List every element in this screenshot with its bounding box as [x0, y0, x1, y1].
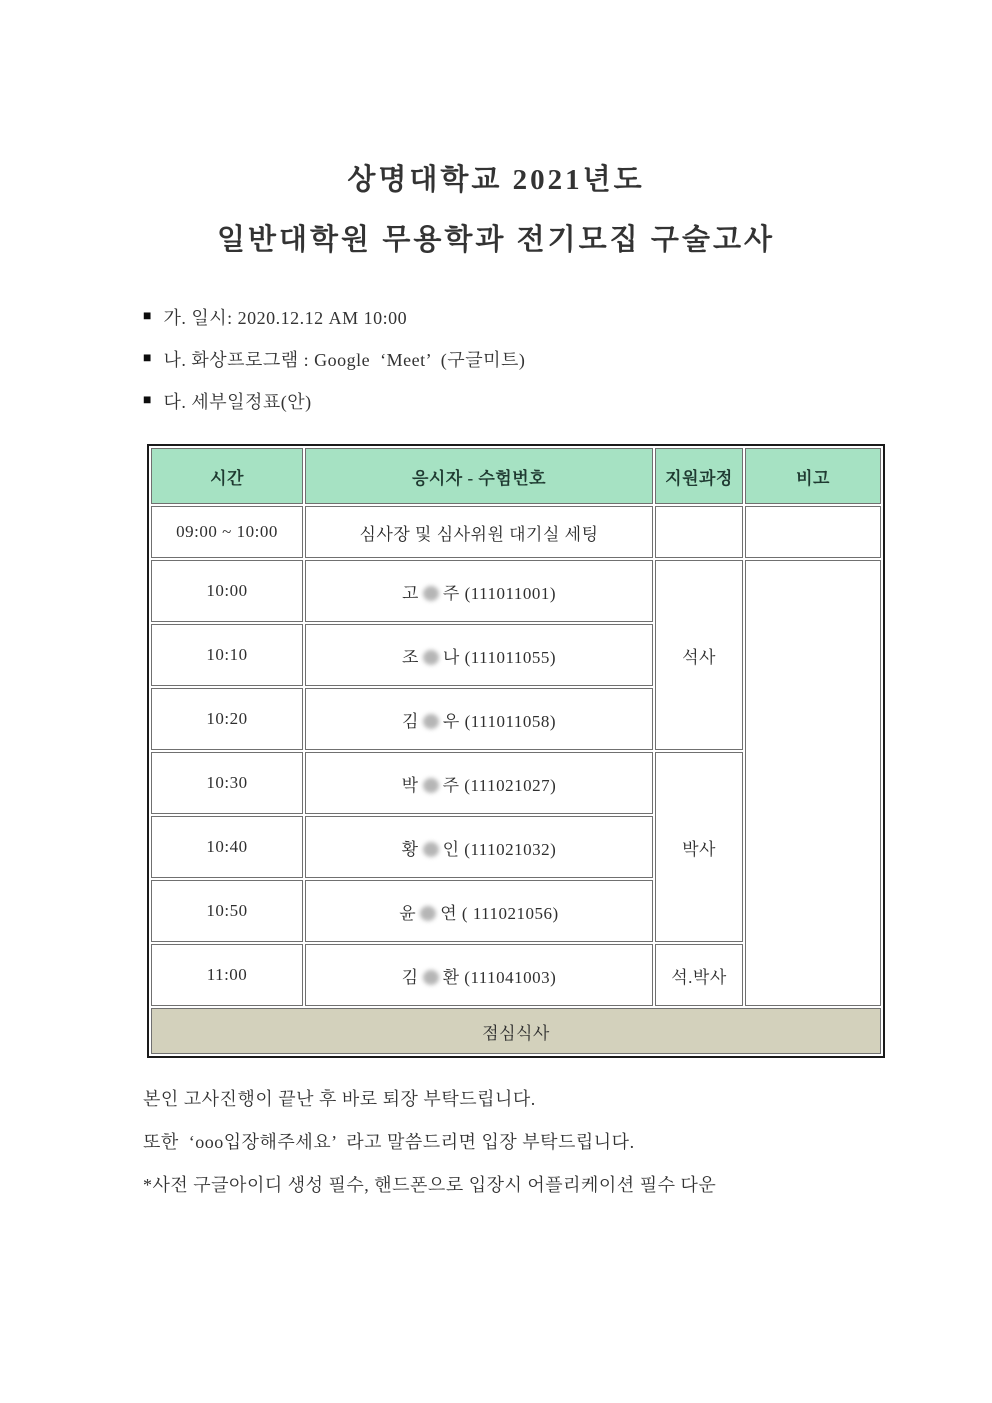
- examinee-cell: [305, 944, 653, 1006]
- examinee-number: (111021032): [464, 839, 557, 859]
- redacted-character: [423, 842, 439, 857]
- examinee-name-prefix: 김: [401, 711, 419, 731]
- setup-description-cell: 심사장 및 심사위원 대기실 세팅: [305, 506, 653, 558]
- examinee-name-suffix: 우: [442, 711, 460, 731]
- table-row-lunch: [151, 1008, 881, 1054]
- examinee-number: (111041003): [464, 967, 557, 987]
- bullet-item-schedule: [143, 380, 525, 422]
- examinee-cell: [305, 816, 653, 878]
- bullet-item-date: [143, 296, 525, 338]
- examinee-number: (111011055): [464, 647, 557, 667]
- examinee-name-prefix: 황: [401, 839, 419, 859]
- examinee-cell: [305, 560, 653, 622]
- table-header-row: [151, 448, 881, 504]
- examinee-name-suffix: 연: [440, 903, 458, 923]
- header-time: 시간: [151, 448, 303, 504]
- redacted-character: [423, 778, 439, 793]
- examinee-cell: [305, 688, 653, 750]
- footer-notes: [143, 1076, 716, 1205]
- redacted-character: [423, 970, 439, 985]
- schedule-table: [147, 444, 885, 1058]
- square-bullet-icon: ■: [143, 309, 152, 324]
- time-cell: 09:00 ~ 10:00: [151, 506, 303, 558]
- examinee-number: (111011058): [464, 711, 557, 731]
- note-line: *사전 구글아이디 생성 필수, 핸드폰으로 입장시 어플리케이션 필수 다운: [143, 1174, 717, 1195]
- time-cell: 10:30: [151, 752, 303, 814]
- note-line: 또한 ‘ooo입장해주세요’ 라고 말씀드리면 입장 부탁드립니다.: [143, 1131, 635, 1152]
- examinee-number: ( 111021056): [461, 903, 559, 923]
- examinee-name-suffix: 주: [442, 775, 460, 795]
- examinee-name-suffix: 인: [442, 839, 460, 859]
- examinee-name-suffix: 주: [442, 583, 460, 603]
- title-line-2: 일반대학원 무용학과 전기모집 구술고사: [217, 224, 775, 256]
- square-bullet-icon: ■: [143, 351, 152, 366]
- examinee-name-prefix: 김: [401, 967, 419, 987]
- note-cell-merged: [745, 560, 881, 1006]
- course-cell-combined: 석.박사: [655, 944, 743, 1006]
- bullet-item-program: [143, 338, 525, 380]
- redacted-character: [423, 650, 439, 665]
- title-line-1: 상명대학교 2021년도: [347, 164, 645, 196]
- time-cell: 10:10: [151, 624, 303, 686]
- header-note: 비고: [745, 448, 881, 504]
- redacted-character: [423, 586, 439, 601]
- examinee-name-suffix: 환: [442, 967, 460, 987]
- note-line: 본인 고사진행이 끝난 후 바로 퇴장 부탁드립니다.: [143, 1088, 536, 1109]
- schedule-table-container: [147, 444, 885, 1058]
- time-cell: 10:40: [151, 816, 303, 878]
- time-cell: 10:00: [151, 560, 303, 622]
- examinee-number: (111021027): [464, 775, 557, 795]
- course-cell-masters: 석사: [655, 560, 743, 750]
- examinee-cell: [305, 624, 653, 686]
- bullet-text: 다. 세부일정표(안): [163, 392, 312, 412]
- bullet-text: 나. 화상프로그램 : Google ‘Meet’ (구글미트): [163, 350, 526, 370]
- examinee-number: (111011001): [464, 583, 557, 603]
- square-bullet-icon: ■: [143, 393, 152, 408]
- document-title: [0, 150, 992, 270]
- course-cell-empty: [655, 506, 743, 558]
- redacted-character: [420, 906, 436, 921]
- lunch-cell: 점심식사: [151, 1008, 881, 1054]
- examinee-name-prefix: 고: [401, 583, 419, 603]
- info-bullet-list: [143, 296, 525, 422]
- note-cell-empty: [745, 506, 881, 558]
- examinee-cell: [305, 880, 653, 942]
- examinee-cell: [305, 752, 653, 814]
- examinee-name-prefix: 박: [401, 775, 419, 795]
- bullet-text: 가. 일시: 2020.12.12 AM 10:00: [163, 308, 408, 328]
- time-cell: 10:50: [151, 880, 303, 942]
- time-cell: 10:20: [151, 688, 303, 750]
- redacted-character: [423, 714, 439, 729]
- examinee-name-prefix: 조: [401, 647, 419, 667]
- course-cell-doctoral: 박사: [655, 752, 743, 942]
- header-examinee: 응시자 - 수험번호: [305, 448, 653, 504]
- examinee-name-suffix: 나: [442, 647, 460, 667]
- examinee-name-prefix: 윤: [399, 903, 417, 923]
- time-cell: 11:00: [151, 944, 303, 1006]
- table-row-setup: [151, 506, 881, 558]
- table-row: [151, 560, 881, 622]
- header-course: 지원과정: [655, 448, 743, 504]
